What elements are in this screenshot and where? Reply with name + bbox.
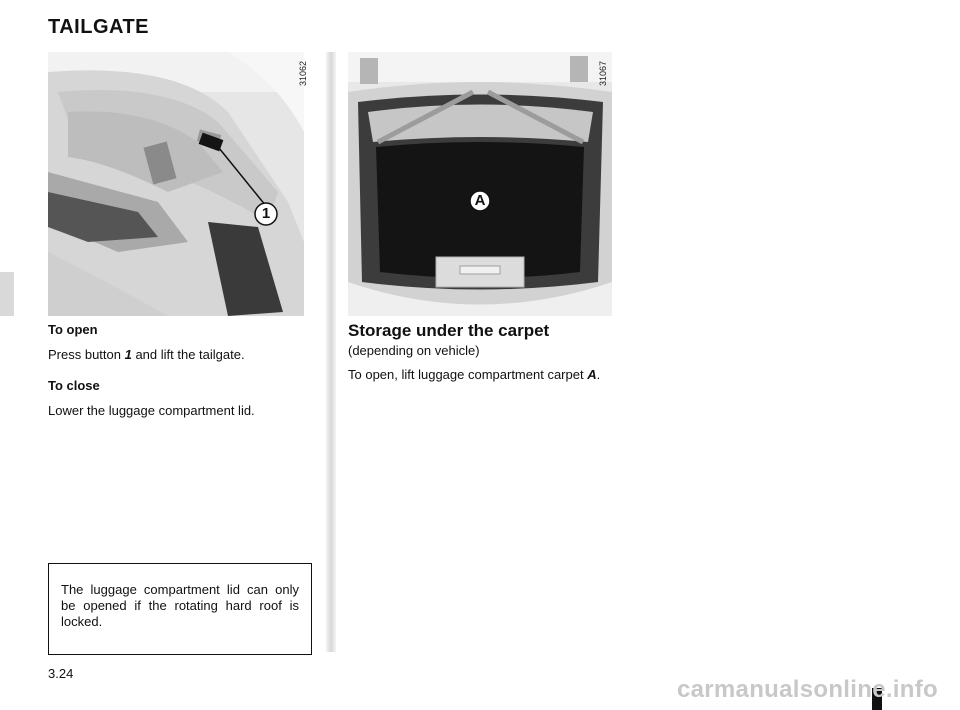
storage-text xyxy=(348,367,612,383)
figure-ref-code: 31067 xyxy=(598,60,608,86)
storage-heading: Storage under the carpet xyxy=(348,321,550,340)
to-open-text-end: and lift the tailgate. xyxy=(131,347,245,362)
page-number: 3.24 xyxy=(48,666,74,681)
luggage-compartment-illustration xyxy=(348,52,612,316)
callout-A: A xyxy=(474,192,486,209)
page-title: TAILGATE xyxy=(48,16,150,38)
tailgate-illustration xyxy=(48,52,304,316)
storage-subheading: (depending on vehicle) xyxy=(348,343,480,358)
to-open-heading: To open xyxy=(48,322,98,337)
tailgate-drawing xyxy=(48,52,304,316)
column-divider xyxy=(326,52,336,652)
carpet-ref: A xyxy=(587,367,597,382)
figure-ref-code: 31062 xyxy=(298,60,308,86)
watermark: carmanualsonline.info xyxy=(676,676,938,703)
to-close-heading: To close xyxy=(48,378,100,393)
storage-text-start: To open, lift luggage compartment carpet xyxy=(348,367,588,382)
to-open-text xyxy=(48,347,312,363)
section-tab xyxy=(0,272,14,316)
note-box xyxy=(48,563,312,655)
to-close-text: Lower the luggage compartment lid. xyxy=(48,403,255,418)
button-ref: 1 xyxy=(124,347,132,362)
callout-1: 1 xyxy=(261,205,271,222)
luggage-drawing xyxy=(348,52,612,316)
storage-text-end: . xyxy=(596,367,601,382)
note-text: The luggage compartment lid can only be opened if the rotating hard roof is locked. xyxy=(61,582,299,629)
to-open-text-start: Press button xyxy=(48,347,125,362)
